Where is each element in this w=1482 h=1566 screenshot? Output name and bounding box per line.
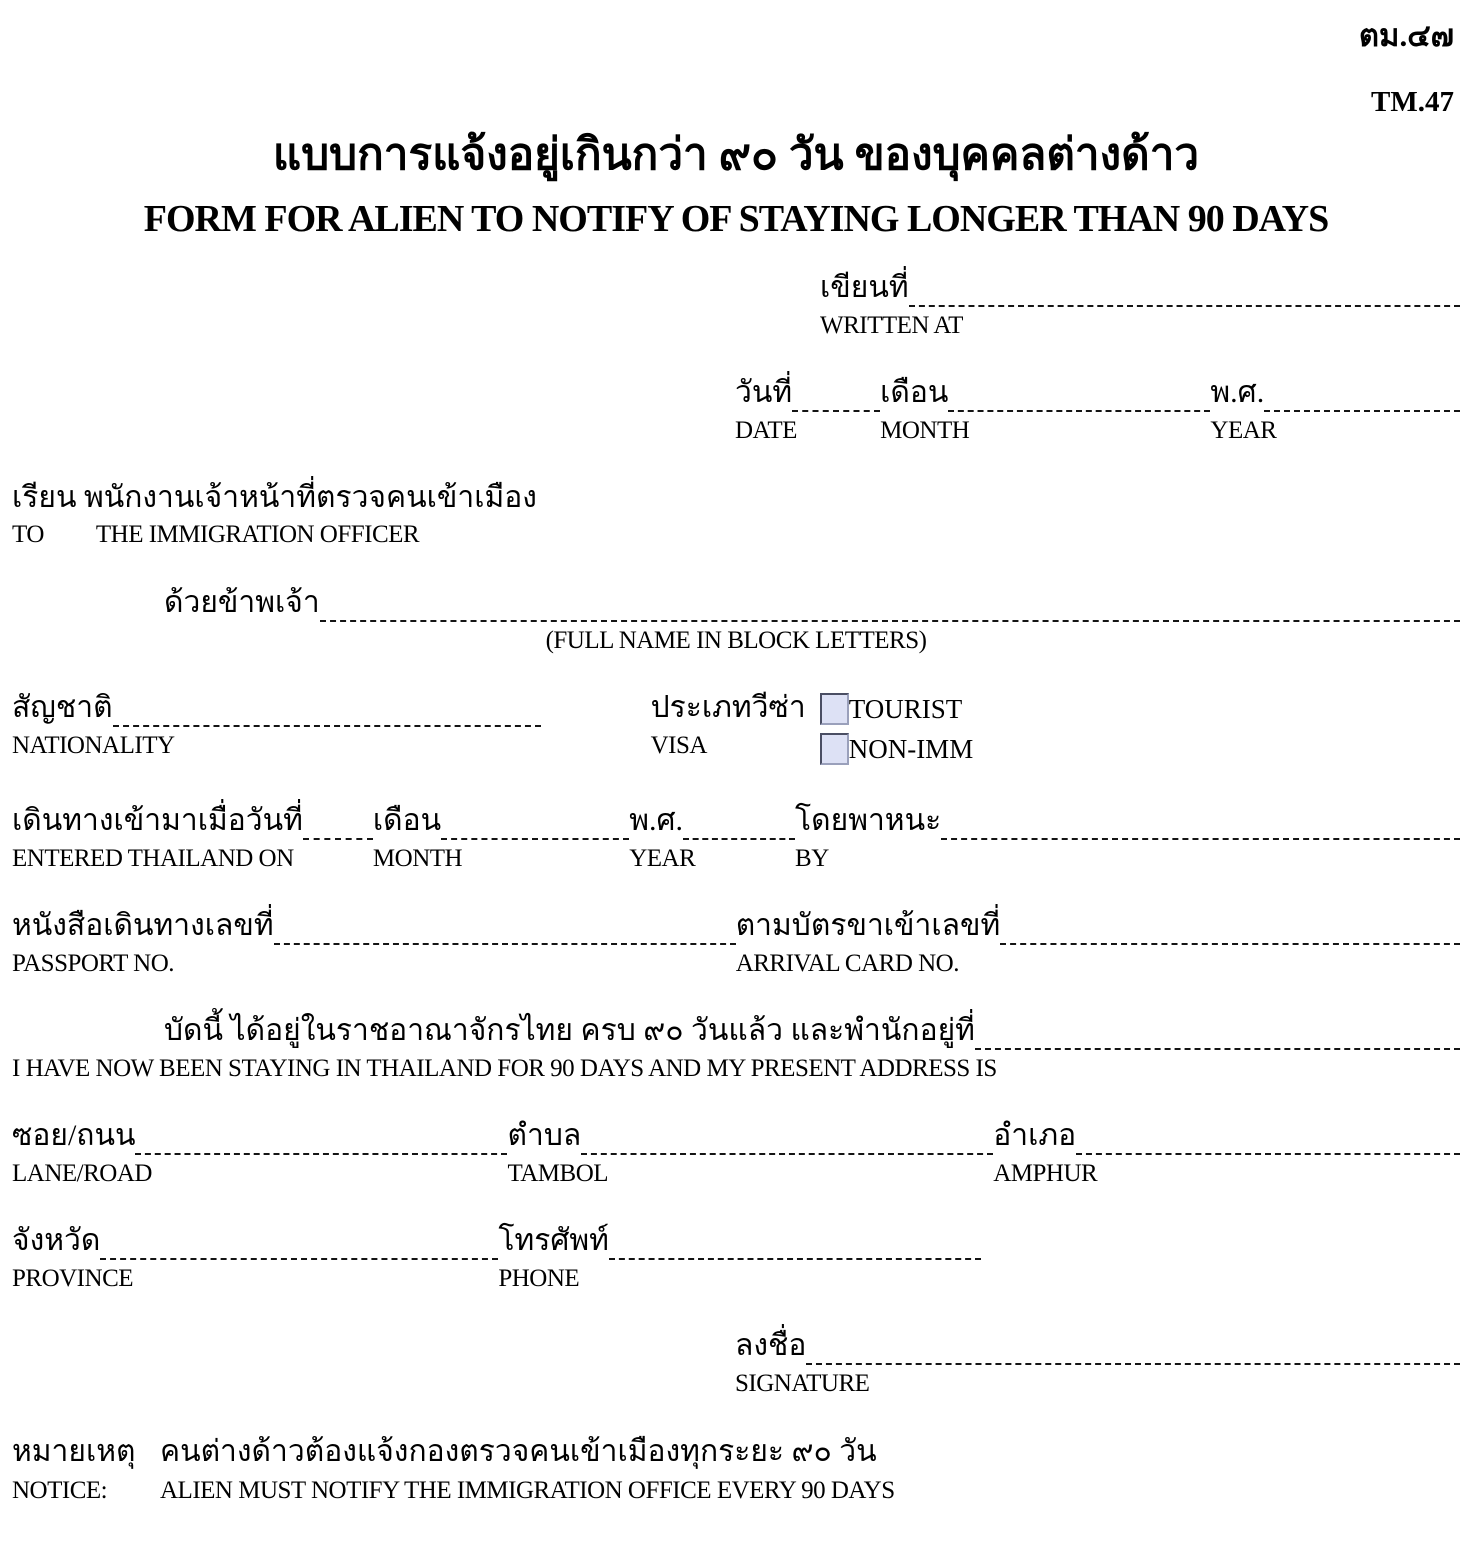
to-prefix: TO <box>12 521 44 548</box>
to-officer-text: THE IMMIGRATION OFFICER <box>95 521 420 548</box>
entered-year-label: พ.ศ. YEAR <box>629 804 696 872</box>
notice-block <box>12 1429 1460 1507</box>
visa-options <box>820 689 974 769</box>
signature-label: ลงชื่อ SIGNATURE <box>735 1329 870 1397</box>
tourist-label: TOURIST <box>848 693 963 724</box>
date-row <box>735 371 1460 447</box>
to-officer-english <box>12 520 1460 550</box>
staying-row <box>12 1009 1460 1085</box>
present-address-input-line[interactable] <box>975 1009 1460 1050</box>
arrival-card-input-line[interactable] <box>1000 904 1460 945</box>
full-name-english: (FULL NAME IN BLOCK LETTERS) <box>545 627 927 654</box>
nationality-label: สัญชาติ NATIONALITY <box>12 691 175 759</box>
staying-label: บัดนี้ ได้อยู่ในราชอาณาจักรไทย ครบ ๙๐ วันแล้ว และพำนักอยู่ที่ <box>164 1014 975 1047</box>
form-number-english: TM.47 <box>1371 86 1454 118</box>
notice-text-english: ALIEN MUST NOTIFY THE IMMIGRATION OFFICE EVERY 90 DAYS <box>160 1477 895 1504</box>
full-name-row <box>12 581 1460 657</box>
visa-label: ประเภทวีซ่า VISA <box>650 691 806 759</box>
amphur-input-line[interactable] <box>1076 1114 1460 1155</box>
month-label: เดือน MONTH <box>880 376 970 444</box>
written-at-row <box>820 266 1460 342</box>
signature-input-line[interactable] <box>806 1324 1460 1365</box>
passport-row <box>12 904 1460 980</box>
form-number-thai: ตม.๔๗ <box>1358 18 1454 53</box>
entered-by-label: โดยพาหนะ BY <box>795 804 942 872</box>
form-title-english: FORM FOR ALIEN TO NOTIFY OF STAYING LONGER THAN 90 DAYS <box>143 198 1329 240</box>
visa-option-nonimm <box>820 729 974 769</box>
nonimm-checkbox[interactable] <box>820 733 849 765</box>
full-name-label: ด้วยข้าพเจ้า <box>164 586 320 619</box>
visa-option-tourist <box>820 689 974 729</box>
to-officer-row <box>12 476 1460 552</box>
full-name-input-line[interactable] <box>320 581 1460 622</box>
to-officer-thai: เรียน พนักงานเจ้าหน้าที่ตรวจคนเข้าเมือง <box>12 481 537 514</box>
phone-input-line[interactable] <box>609 1219 981 1260</box>
year-label: พ.ศ. YEAR <box>1210 376 1277 444</box>
date-label: วันที่ DATE <box>735 376 797 444</box>
entered-month-label: เดือน MONTH <box>372 804 463 872</box>
province-row <box>12 1219 1460 1295</box>
notice-text-thai: คนต่างด้าวต้องแจ้งกองตรวจคนเข้าเมืองทุกระยะ ๙๐ วัน <box>160 1435 877 1468</box>
date-input-line[interactable] <box>792 371 880 412</box>
lane-row <box>12 1114 1460 1190</box>
written-at-label: เขียนที่ WRITTEN AT <box>820 271 963 339</box>
tourist-checkbox[interactable] <box>820 693 849 725</box>
passport-input-line[interactable] <box>274 904 736 945</box>
entered-month-input-line[interactable] <box>441 799 629 840</box>
entered-year-input-line[interactable] <box>683 799 795 840</box>
entered-row <box>12 799 1460 875</box>
nationality-visa-row <box>12 686 1460 770</box>
lane-road-input-line[interactable] <box>135 1114 507 1155</box>
phone-label: โทรศัพท์ PHONE <box>498 1224 609 1292</box>
arrival-card-label: ตามบัตรขาเข้าเลขที่ ARRIVAL CARD NO. <box>735 909 1001 977</box>
passport-label: หนังสือเดินทางเลขที่ PASSPORT NO. <box>12 909 274 977</box>
staying-english: I HAVE NOW BEEN STAYING IN THAILAND FOR 90 DAYS AND MY PRESENT ADDRESS IS <box>12 1055 997 1082</box>
form-number-block <box>12 16 1460 120</box>
entered-date-label: เดินทางเข้ามาเมื่อวันที่ ENTERED THAILAND ON <box>12 804 303 872</box>
nationality-input-line[interactable] <box>113 686 541 727</box>
nonimm-label: NON-IMM <box>848 733 974 764</box>
tambol-label: ตำบล TAMBOL <box>507 1119 609 1187</box>
year-input-line[interactable] <box>1264 371 1460 412</box>
month-input-line[interactable] <box>948 371 1210 412</box>
notice-label-english: NOTICE: <box>12 1477 108 1504</box>
entered-by-input-line[interactable] <box>941 799 1460 840</box>
tambol-input-line[interactable] <box>581 1114 993 1155</box>
amphur-label: อำเภอ AMPHUR <box>993 1119 1098 1187</box>
entered-date-input-line[interactable] <box>303 799 373 840</box>
notice-label-thai: หมายเหตุ <box>12 1435 136 1468</box>
written-at-input-line[interactable] <box>909 266 1460 307</box>
province-label: จังหวัด PROVINCE <box>12 1224 134 1292</box>
lane-road-label: ซอย/ถนน LANE/ROAD <box>12 1119 152 1187</box>
province-input-line[interactable] <box>100 1219 498 1260</box>
form-title-thai: แบบการแจ้งอยู่เกินกว่า ๙๐ วัน ของบุคคลต่างด้าว <box>272 130 1200 179</box>
signature-row <box>735 1324 1460 1400</box>
